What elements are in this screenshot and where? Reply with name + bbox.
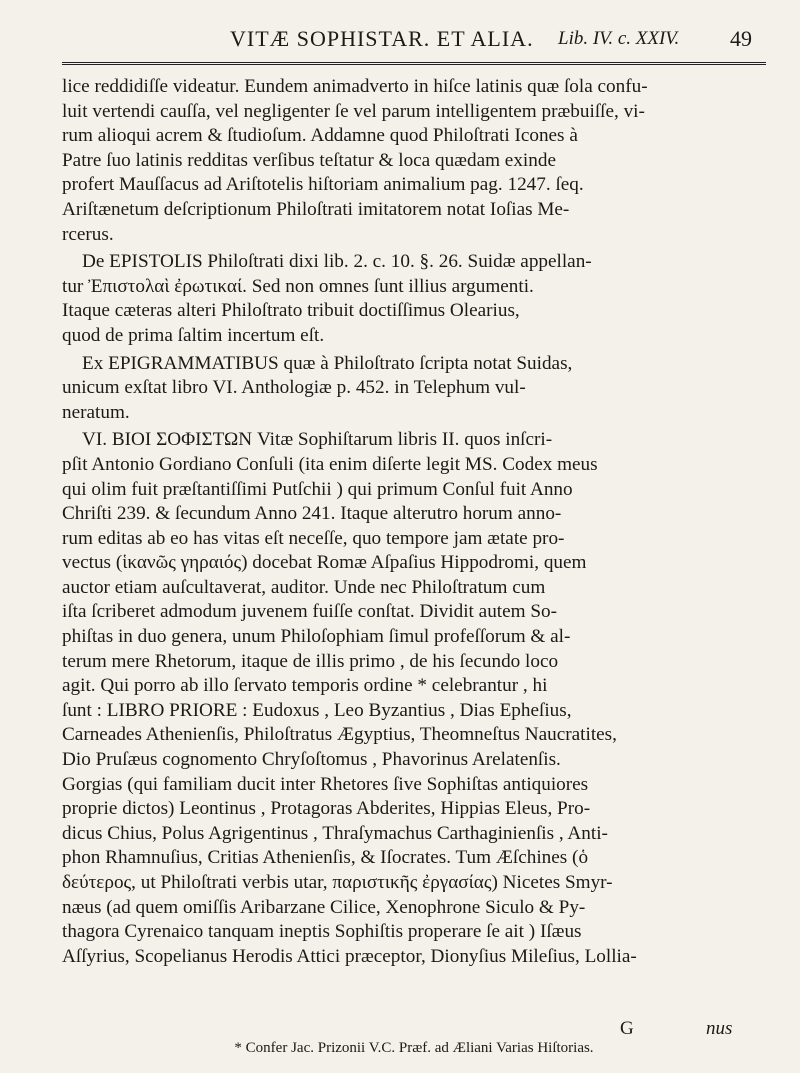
text-line: auctor etiam auſcultaverat, auditor. Unde nec Philoſtratum cum — [62, 576, 546, 598]
text-line: proprie dictos) Leontinus , Protagoras Abderites, Hippias Eleus, Pro- — [62, 798, 591, 820]
running-head — [62, 18, 766, 65]
text-line: VI. ΒΙΟΙ ΣΟΦΙΣΤΩΝ Vitæ Sophiſtarum libris II. quos inſcri- — [82, 429, 553, 451]
paragraph — [62, 250, 766, 348]
signature-mark: G — [620, 1018, 634, 1039]
text-line: pſit Antonio Gordiano Conſuli (ita enim diſerte legit MS. Codex meus — [62, 453, 598, 475]
text-line: Patre ſuo latinis redditas verſibus teſtatur & loca quædam exinde — [62, 149, 556, 171]
body-text — [62, 75, 766, 969]
text-line: næus (ad quem omiſſis Aribarzane Cilice, Xenophrone Siculo & Py- — [62, 896, 586, 918]
paragraph — [62, 75, 766, 247]
catchword: nus — [706, 1018, 733, 1039]
text-line: Dio Pruſæus cognomento Chryſoſtomus , Phavorinus Arelatenſis. — [62, 749, 561, 771]
text-line: lice reddidiſſe videatur. Eundem animadverto in hiſce latinis quæ ſola confu- — [62, 76, 648, 97]
text-line: De EPISTOLIS Philoſtrati dixi lib. 2. c. 10. §. 26. Suidæ appellan- — [82, 251, 592, 273]
text-line: rcerus. — [62, 223, 114, 245]
text-line: agit. Qui porro ab illo ſervato temporis ordine * celebrantur , hi — [62, 675, 548, 697]
text-line: rum editas ab eo has vitas eſt neceſſe, quo tempore jam ætate pro- — [62, 527, 565, 549]
footnote: * Confer Jac. Prizonii V.C. Præf. ad Æliani Varias Hiſtorias. — [234, 1040, 594, 1056]
text-line: thagora Cyrenaico tanquam ineptis Sophiſtis properare ſe ait ) Iſæus — [62, 921, 582, 943]
text-line: Aſſyrius, Scopelianus Herodis Attici præceptor, Dionyſius Mileſius, Lollia- — [62, 945, 637, 967]
chapter-reference: Lib. IV. c. XXIV. — [558, 28, 680, 49]
text-line: Gorgias (qui familiam ducit inter Rhetores ſive Sophiſtas antiquiores — [62, 773, 589, 795]
text-line: Itaque cæteras alteri Philoſtrato tribuit doctiſſimus Olearius, — [62, 300, 520, 322]
text-line: profert Mauſſacus ad Ariſtotelis hiſtoriam animalium pag. 1247. ſeq. — [62, 174, 584, 196]
text-line: ſunt : LIBRO PRIORE : Eudoxus , Leo Byzantius , Dias Epheſius, — [62, 699, 572, 721]
running-title: VITÆ SOPHISTAR. ET ALIA. — [230, 26, 534, 51]
text-line: phon Rhamnuſius, Critias Athenienſis, & Iſocrates. Tum Æſchines (ὁ — [62, 847, 589, 869]
text-line: tur Ἐπιστολαὶ ἐρωτικαί. Sed non omnes ſunt illius argumenti. — [62, 275, 534, 297]
page-number: 49 — [730, 26, 752, 51]
text-line: vectus (ἱκανῶς γηραιός) docebat Romæ Aſpaſius Hippodromi, quem — [62, 552, 587, 574]
text-line: iſta ſcriberet admodum juvenem fuiſſe conſtat. Dividit autem So- — [62, 601, 558, 623]
text-line: neratum. — [62, 401, 130, 423]
text-line: unicum exſtat libro VI. Anthologiæ p. 452. in Telephum vul- — [62, 377, 526, 399]
paragraph — [62, 428, 766, 969]
text-line: Chriſti 239. & ſecundum Anno 241. Itaque alterutro horum anno- — [62, 503, 562, 525]
text-line: qui olim fuit præſtantiſſimi Putſchii ) qui primum Conſul fuit Anno — [62, 478, 573, 500]
paragraph — [62, 352, 766, 426]
text-line: quod de prima ſaltim incertum eſt. — [62, 324, 325, 346]
text-line: Carneades Athenienſis, Philoſtratus Ægyptius, Theomneſtus Naucratites, — [62, 724, 617, 746]
text-line: Ariſtænetum deſcriptionum Philoſtrati imitatorem notat Ioſias Me- — [62, 198, 570, 220]
text-line: terum mere Rhetorum, itaque de illis primo , de his ſecundo loco — [62, 650, 559, 672]
text-line: δεύτερος, ut Philoſtrati verbis utar, παριστικῆς ἐργασίας) Nicetes Smyr- — [62, 872, 613, 893]
text-line: luit vertendi cauſſa, vel negligenter ſe vel parum intelligentem præbuiſſe, vi- — [62, 100, 645, 122]
text-line: rum alioqui acrem & ſtudioſum. Addamne quod Philoſtrati Icones à — [62, 125, 578, 147]
text-line: phiſtas in duo genera, unum Philoſophiam ſimul profeſſorum & al- — [62, 626, 571, 648]
text-line: Ex EPIGRAMMATIBUS quæ à Philoſtrato ſcripta notat Suidas, — [82, 352, 573, 374]
text-line: dicus Chius, Polus Agrigentinus , Thraſymachus Carthaginienſis , Anti- — [62, 822, 608, 844]
